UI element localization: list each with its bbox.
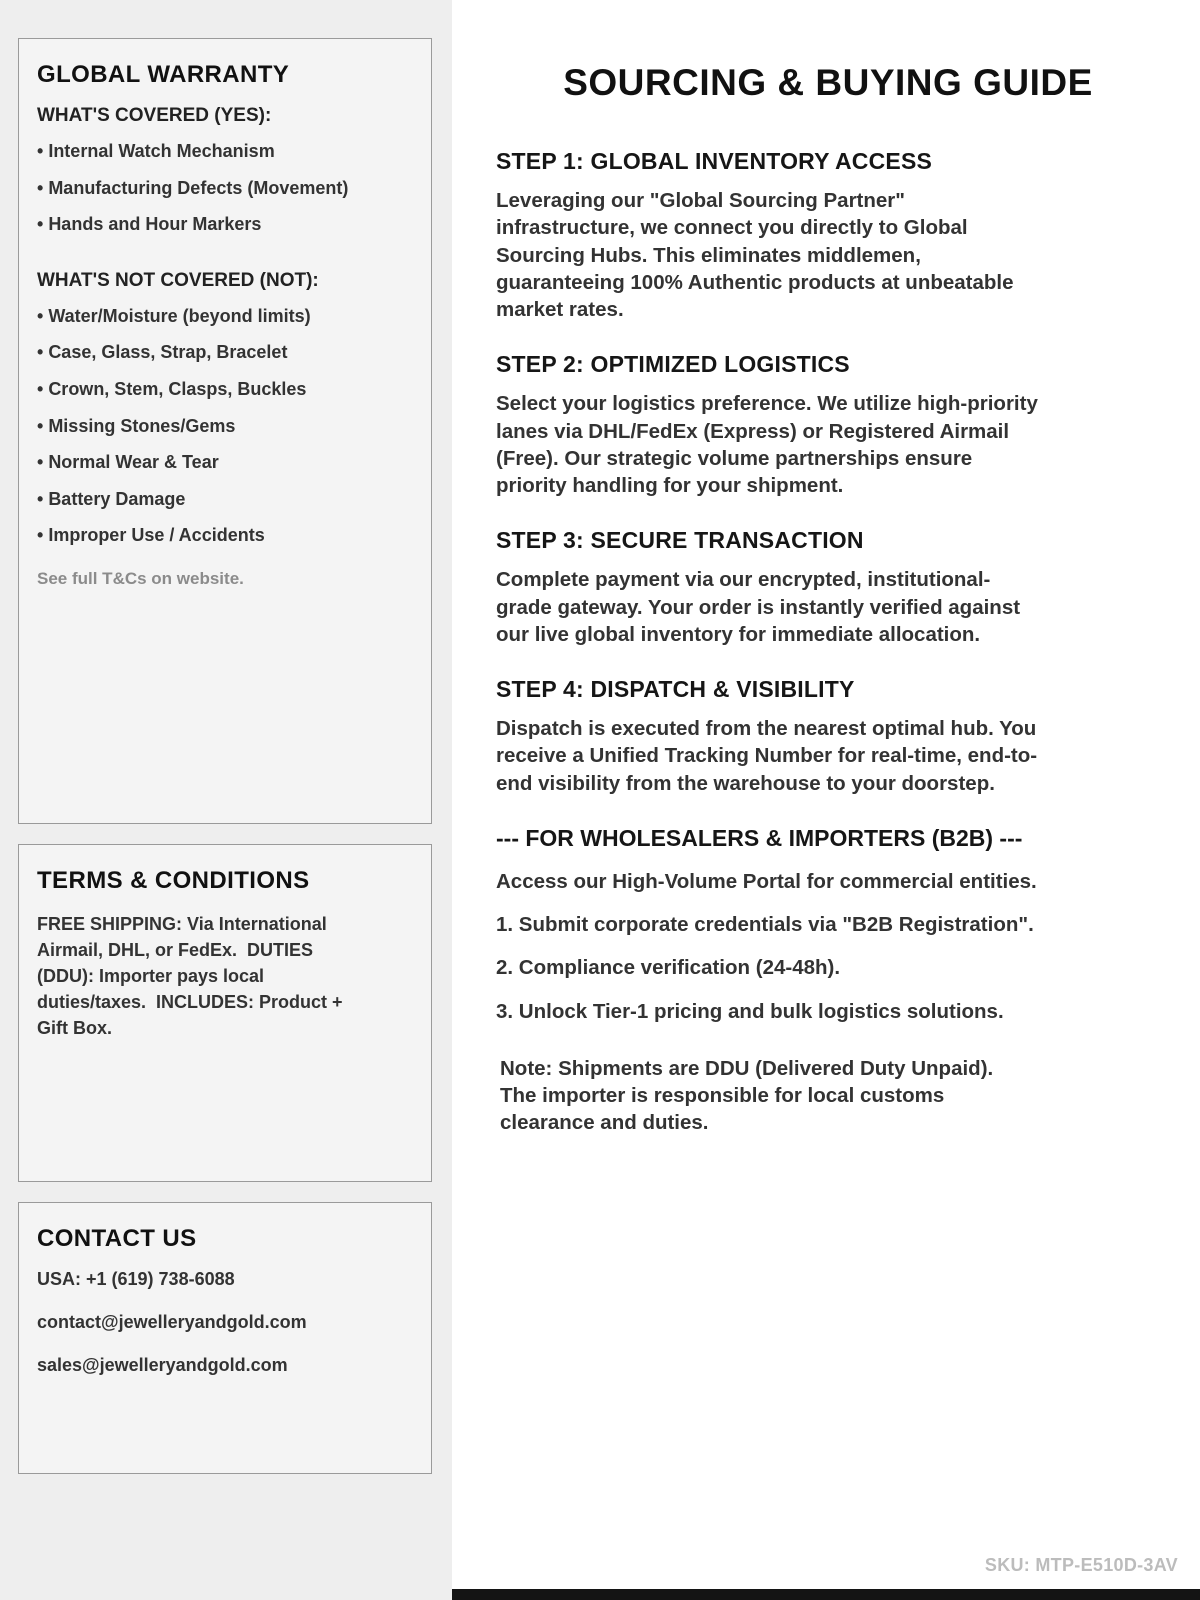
sku-label: SKU: MTP-E510D-3AV	[984, 1555, 1178, 1575]
not-covered-item: • Case, Glass, Strap, Bracelet	[37, 342, 411, 364]
covered-item: • Internal Watch Mechanism	[37, 141, 411, 163]
terms-box	[18, 844, 432, 1182]
step-1-heading: STEP 1: GLOBAL INVENTORY ACCESS	[496, 148, 933, 174]
terms-body: FREE SHIPPING: Via International Airmail, DHL, or FedEx. DUTIES (DDU): Importer pays local duties/taxes. INCLUDES: Product + Gift Box.	[37, 914, 348, 1039]
step-3	[496, 527, 1160, 648]
step-3-body: Complete payment via our encrypted, institutional-grade gateway. Your order is instantly verified against our live global inventory for immediate allocation.	[496, 568, 1021, 646]
b2b-intro: Access our High-Volume Portal for commercial entities.	[496, 869, 1037, 893]
contact-title: CONTACT US	[37, 1225, 197, 1252]
b2b-item: 1. Submit corporate credentials via "B2B Registration".	[496, 913, 1034, 936]
not-covered-item: • Normal Wear & Tear	[37, 452, 411, 474]
sidebar	[0, 0, 452, 1600]
step-1-body: Leveraging our "Global Sourcing Partner" infrastructure, we connect you directly to Global Sourcing Hubs. This eliminates middlemen, guaranteeing 100% Authentic products at unbeatable market rates.	[496, 189, 1014, 321]
sales-email: sales@jewelleryandgold.com	[37, 1355, 288, 1375]
step-1	[496, 148, 1160, 323]
step-4	[496, 676, 1160, 797]
not-covered-list	[37, 306, 411, 547]
b2b-section	[496, 825, 1160, 1137]
covered-item: • Hands and Hour Markers	[37, 214, 411, 236]
covered-item: • Manufacturing Defects (Movement)	[37, 178, 411, 200]
b2b-item: 3. Unlock Tier-1 pricing and bulk logistics solutions.	[496, 999, 1004, 1023]
terms-title: TERMS & CONDITIONS	[37, 867, 310, 894]
contact-box	[18, 1202, 432, 1474]
not-covered-item: • Missing Stones/Gems	[37, 416, 411, 438]
not-covered-title: WHAT'S NOT COVERED (NOT):	[37, 269, 319, 291]
step-2	[496, 351, 1160, 499]
contact-phone: USA: +1 (619) 738-6088	[37, 1269, 235, 1289]
bottom-bar	[452, 1589, 1200, 1600]
step-2-heading: STEP 2: OPTIMIZED LOGISTICS	[496, 351, 850, 378]
not-covered-item: • Crown, Stem, Clasps, Buckles	[37, 379, 411, 401]
step-2-body: Select your logistics preference. We utilize high-priority lanes via DHL/FedEx (Express) or Registered Airmail (Free). Our strategic volume partnerships ensure priority handling for your shipment.	[496, 392, 1038, 497]
not-covered-item: • Battery Damage	[37, 489, 411, 511]
step-3-heading: STEP 3: SECURE TRANSACTION	[496, 527, 864, 554]
main-content	[452, 0, 1200, 1600]
step-4-body: Dispatch is executed from the nearest optimal hub. You receive a Unified Tracking Number for real-time, end-to-end visibility from the warehouse to your doorstep.	[496, 717, 1038, 795]
step-4-heading: STEP 4: DISPATCH & VISIBILITY	[496, 676, 855, 702]
page-title: SOURCING & BUYING GUIDE	[563, 62, 1093, 103]
covered-list	[37, 141, 411, 236]
covered-title: WHAT'S COVERED (YES):	[37, 105, 272, 126]
warranty-footnote: See full T&Cs on website.	[37, 568, 244, 588]
warranty-title: GLOBAL WARRANTY	[37, 61, 290, 88]
not-covered-item: • Water/Moisture (beyond limits)	[37, 306, 411, 328]
not-covered-item: • Improper Use / Accidents	[37, 525, 411, 547]
b2b-item: 2. Compliance verification (24-48h).	[496, 956, 841, 980]
b2b-heading: --- FOR WHOLESALERS & IMPORTERS (B2B) ---	[496, 824, 1023, 851]
b2b-note: Note: Shipments are DDU (Delivered Duty Unpaid). The importer is responsible for local customs clearance and duties.	[500, 1056, 994, 1135]
warranty-box	[18, 38, 432, 824]
contact-email: contact@jewelleryandgold.com	[37, 1312, 307, 1332]
